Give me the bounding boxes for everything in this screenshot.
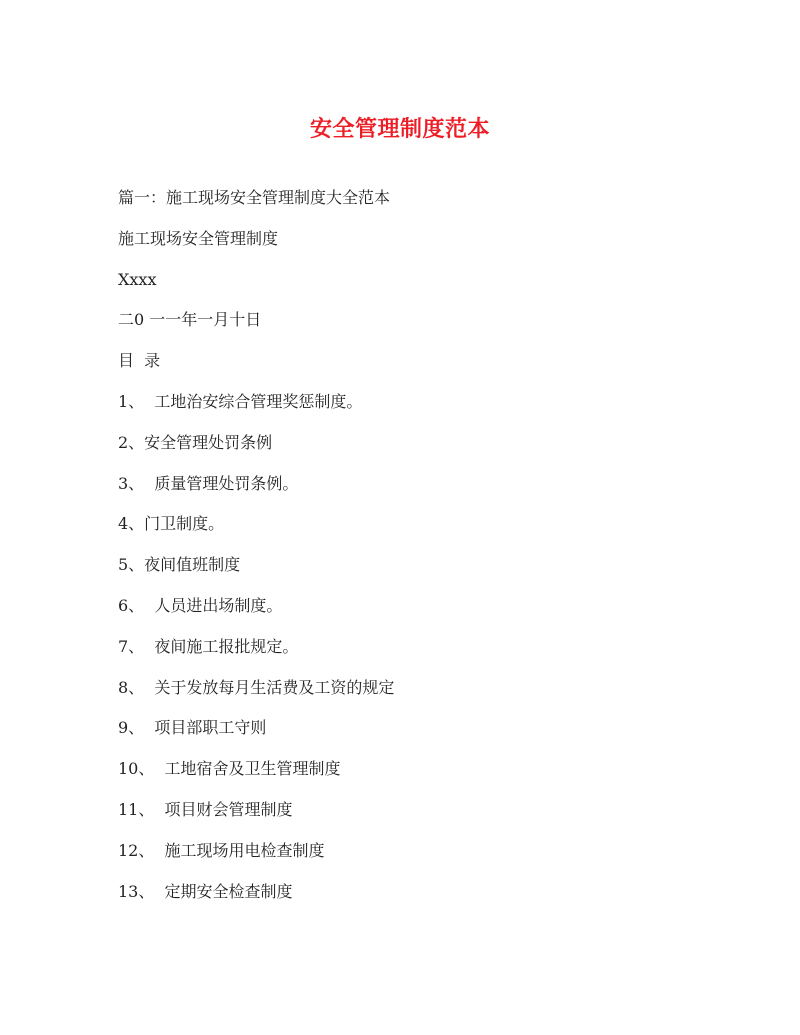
date-line: 二0 一一年一月十日 xyxy=(118,310,262,330)
toc-item: 11、 项目财会管理制度 xyxy=(118,799,293,819)
toc-item: 9、 项目部职工守则 xyxy=(118,718,267,738)
toc-item: 13、 定期安全检查制度 xyxy=(118,881,293,901)
toc-item: 6、 人员进出场制度。 xyxy=(118,595,283,615)
toc-item: 8、 关于发放每月生活费及工资的规定 xyxy=(118,677,395,697)
subtitle: 施工现场安全管理制度 xyxy=(118,228,279,248)
toc-item: 4、门卫制度。 xyxy=(118,514,225,534)
toc-item: 10、 工地宿舍及卫生管理制度 xyxy=(118,759,341,779)
toc-item: 7、 夜间施工报批规定。 xyxy=(118,636,299,656)
document-body xyxy=(118,183,758,917)
author-line: Xxxx xyxy=(118,269,157,289)
section-heading: 篇一：施工现场安全管理制度大全范本 xyxy=(118,188,391,207)
toc-item: 1、 工地治安综合管理奖惩制度。 xyxy=(118,391,363,411)
toc-item: 5、夜间值班制度 xyxy=(118,555,241,575)
toc-item: 3、 质量管理处罚条例。 xyxy=(118,473,299,493)
document-title: 安全管理制度范本 xyxy=(309,116,490,142)
toc-heading: 目 录 xyxy=(118,351,161,371)
toc-item: 2、安全管理处罚条例 xyxy=(118,432,273,452)
toc-item: 12、 施工现场用电检查制度 xyxy=(118,840,325,860)
